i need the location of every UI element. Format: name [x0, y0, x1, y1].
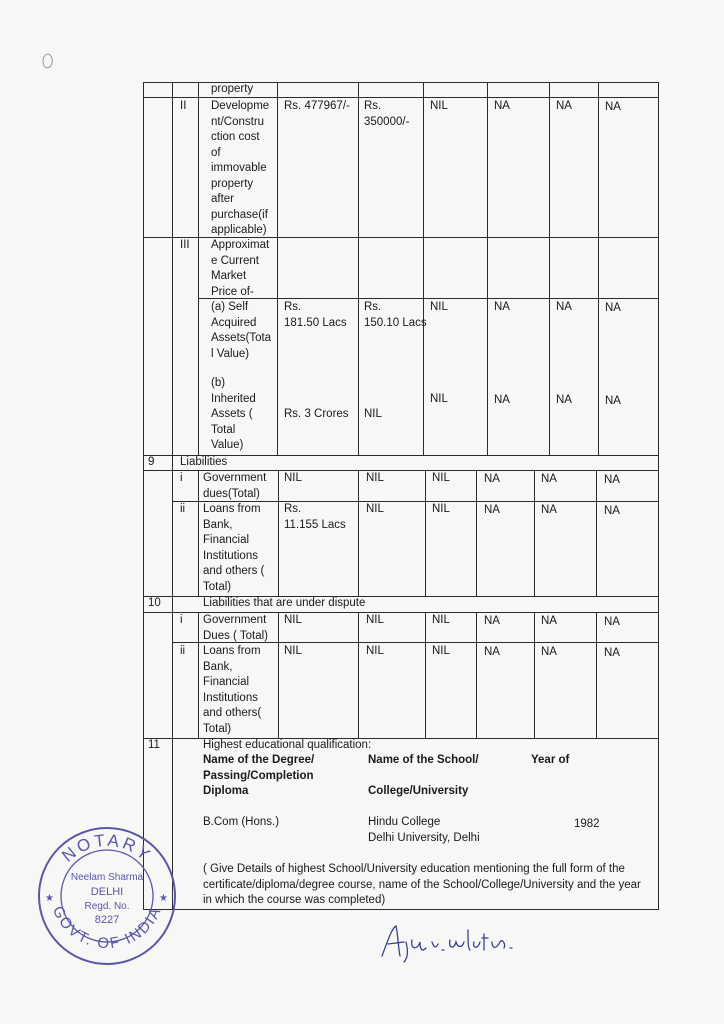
grid-line	[596, 612, 597, 738]
grid-line	[143, 82, 144, 910]
cell-value: Rs. 181.50 Lacs	[284, 301, 347, 329]
cell-value: NIL	[366, 472, 384, 484]
cell-value: NIL	[284, 472, 302, 484]
stamp-regd: Regd. No.	[84, 901, 130, 912]
stamp-name: Neelam Sharma	[70, 872, 144, 883]
instruction-note: ( Give Details of highest School/University education mentioning the full form of the certificate/diploma/degree course, name of the School/College/University and the year in which the course was completed)	[203, 863, 641, 906]
cell-value: NA	[604, 616, 620, 628]
grid-line	[198, 82, 199, 455]
cell-value: NIL	[432, 472, 450, 484]
row-number: ii	[180, 503, 186, 515]
cell-value: NA	[604, 474, 620, 486]
year-header: Year of	[531, 754, 570, 766]
stamp-city: DELHI	[90, 886, 124, 898]
cell-value: NIL	[284, 645, 302, 657]
school-value: Hindu College Delhi University, Delhi	[368, 816, 480, 844]
grid-line	[358, 612, 359, 738]
cell-value: NA	[605, 302, 621, 314]
cell-value: NA	[556, 394, 572, 406]
grid-line	[198, 470, 199, 596]
row-desc: Government Dues ( Total)	[203, 614, 268, 642]
grid-line	[423, 82, 424, 455]
cell-value: NA	[605, 101, 621, 113]
row-desc: (a) Self Acquired Assets(Tota l Value)	[211, 301, 272, 360]
stamp-number: 8227	[94, 914, 120, 926]
row-desc: property	[211, 83, 254, 95]
grid-line	[487, 82, 488, 455]
cell-value: NA	[605, 395, 621, 407]
grid-line	[425, 612, 426, 738]
cell-value: NA	[494, 100, 510, 112]
grid-line	[278, 612, 279, 738]
cell-value: NIL	[430, 393, 448, 405]
grid-line	[658, 82, 659, 910]
cell-value: Rs. 350000/-	[364, 100, 410, 128]
grid-line	[476, 612, 477, 738]
cell-value: NA	[494, 301, 510, 313]
cell-value: NIL	[366, 645, 384, 657]
cell-value: NA	[494, 394, 510, 406]
cell-value: NA	[541, 473, 557, 485]
grid-line	[596, 470, 597, 596]
section-title: Liabilities	[180, 456, 228, 468]
cell-value: NA	[541, 615, 557, 627]
cell-value: NA	[484, 615, 500, 627]
section-number: 11	[148, 739, 160, 751]
row-desc: Developme nt/Constru ction cost of immovable property after purchase(if applicable)	[211, 100, 270, 236]
row-number: i	[180, 614, 183, 626]
cell-value: NA	[484, 504, 500, 516]
cell-value: Rs. 150.10 Lacs	[364, 301, 427, 329]
row-desc: Loans from Bank, Financial Institutions and others( Total)	[203, 645, 262, 735]
grid-line	[476, 470, 477, 596]
section-number: 9	[148, 456, 155, 468]
cell-value: NIL	[364, 408, 382, 420]
row-number: ii	[180, 645, 186, 657]
grid-line	[549, 82, 550, 455]
school-header: Name of the School/ College/University	[368, 754, 479, 797]
row-number: III	[180, 239, 190, 251]
cell-value: NIL	[432, 645, 450, 657]
grid-line	[425, 470, 426, 596]
grid-line	[358, 82, 359, 455]
stamp-star-icon: ★	[159, 893, 168, 904]
page-corner-mark	[40, 52, 56, 70]
degree-header: Name of the Degree/ Passing/Completion Diploma	[203, 754, 315, 797]
grid-line	[598, 82, 599, 455]
cell-value: NIL	[430, 100, 448, 112]
stamp-bottom-text: GOVT. OF INDIA	[48, 903, 166, 953]
cell-value: NA	[556, 100, 572, 112]
row-desc: (b) Inherited Assets ( Total Value)	[211, 377, 256, 451]
grid-line	[534, 470, 535, 596]
cell-value: NIL	[432, 503, 450, 515]
grid-line	[534, 612, 535, 738]
signature	[378, 920, 528, 964]
row-number: II	[180, 100, 187, 112]
row-desc: Government dues(Total)	[203, 472, 267, 500]
cell-value: Rs. 3 Crores	[284, 408, 349, 420]
row-desc: Loans from Bank, Financial Institutions and others ( Total)	[203, 503, 265, 593]
cell-value: NA	[556, 301, 572, 313]
svg-text:NOTARY	[58, 831, 155, 866]
stamp-top-text: NOTARY	[58, 830, 156, 866]
row-desc: Approximat e Current Market Price of-	[211, 239, 270, 298]
grid-line	[278, 470, 279, 596]
grid-line	[143, 909, 659, 910]
section-title: Liabilities that are under dispute	[203, 597, 366, 609]
cell-value: NA	[484, 646, 500, 658]
cell-value: Rs. 11.155 Lacs	[284, 503, 346, 531]
grid-line	[172, 82, 173, 910]
grid-line	[277, 82, 278, 455]
cell-value: Rs. 477967/-	[284, 100, 350, 112]
cell-value: NA	[484, 473, 500, 485]
row-number: i	[180, 472, 183, 484]
stamp-star-icon: ★	[45, 893, 54, 904]
degree-value: B.Com (Hons.)	[203, 816, 280, 828]
cell-value: NIL	[430, 301, 448, 313]
cell-value: NA	[604, 647, 620, 659]
cell-value: NIL	[432, 614, 450, 626]
cell-value: NIL	[366, 614, 384, 626]
cell-value: NIL	[284, 614, 302, 626]
cell-value: NA	[604, 505, 620, 517]
notary-stamp	[36, 825, 178, 967]
grid-line	[198, 612, 199, 738]
section-number: 10	[148, 597, 161, 609]
cell-value: NA	[541, 646, 557, 658]
year-value: 1982	[574, 818, 600, 830]
grid-line	[358, 470, 359, 596]
cell-value: NA	[541, 504, 557, 516]
section-title: Highest educational qualification:	[203, 739, 372, 751]
cell-value: NIL	[366, 503, 384, 515]
